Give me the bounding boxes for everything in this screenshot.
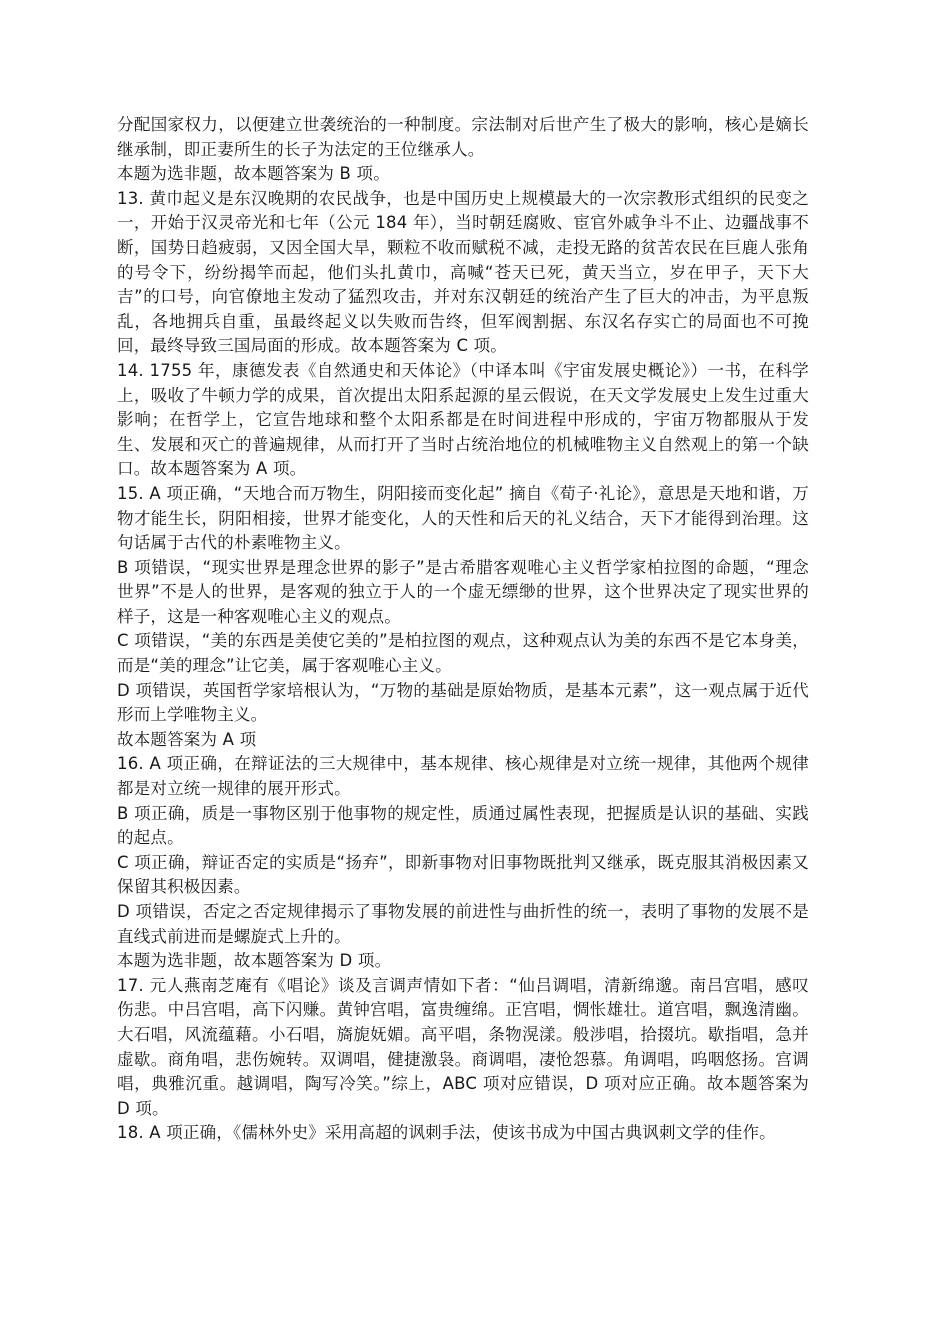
paragraph-question-14: 14. 1755 年，康德发表《自然通史和天体论》（中译本叫《宇宙发展史概论》）一书，在科学上，吸收了牛顿力学的成果，首次提出太阳系起源的星云假说，在天文学发展史上发生过重大影响；在哲学上，它宣告地球和整个太阳系都是在时间进程中形成的，宇宙万物都服从于发生、发展和灭亡的普遍规律，从而打开了当时占统治地位的机械唯物主义自然观上的第一个缺口。故本题答案为 A 项。 [117,360,809,479]
paragraph-zongfa-continuation: 分配国家权力，以便建立世袭统治的一种制度。宗法制对后世产生了极大的影响，核心是嫡长继承制，即正妻所生的长子为法定的王位继承人。 [117,115,809,159]
paragraph-question-13: 13. 黄巾起义是东汉晚期的农民战争，也是中国历史上规模最大的一次宗教形式组织的民变之一，开始于汉灵帝光和七年（公元 184 年），当时朝廷腐败、宦官外戚争斗不止、边疆战事不断，国势日趋疲弱，又因全国大旱，颗粒不收而赋税不减，走投无路的贫苦农民在巨鹿人张角的号令下，纷纷揭竿而起，他们头扎黄巾，高喊“苍天已死，黄天当立，岁在甲子，天下大吉”的口号，向官僚地主发动了猛烈攻击，并对东汉朝廷的统治产生了巨大的冲击，为平息叛乱，各地拥兵自重，虽最终起义以失败而告终，但军阀割据、东汉名存实亡的局面也不可挽回，最终导致三国局面的形成。故本题答案为 C 项。 [117,188,809,356]
paragraph-question-15-a: 15. A 项正确，“天地合而万物生，阴阳接而变化起” 摘自《荀子·礼论》，意思是天地和谐，万物才能生长，阴阳相接，世界才能变化，人的天性和后天的礼义结合，天下才能得到治理。这句话属于古代的朴素唯物主义。 [117,483,809,553]
paragraph-question-15-d: D 项错误，英国哲学家培根认为，“万物的基础是原始物质，是基本元素”，这一观点属于近代形而上学唯物主义。 [117,680,809,725]
paragraph-question-16-a: 16. A 项正确，在辩证法的三大规律中，基本规律、核心规律是对立统一规律，其他两个规律都是对立统一规律的展开形式。 [117,754,809,799]
paragraph-question-17: 17. 元人燕南芝庵有《唱论》谈及言调声情如下者：“仙吕调唱，清新绵邈。南吕宫唱，感叹伤悲。中吕宫唱，高下闪赚。黄钟宫唱，富贵缠绵。正宫唱，惆怅雄壮。道宫唱，飘逸清幽。大石唱，风流蕴藉。小石唱，旖旎妩媚。高平唱，条物滉漾。般涉唱，拾掇坑。歇指唱，急并虚歇。商角唱，悲伤婉转。双调唱，健捷激袅。商调唱，凄怆怨慕。角调唱，呜咽悠扬。宫调唱，典雅沉重。越调唱，陶写冷笑。”综上，ABC 项对应错误，D 项对应正确。故本题答案为 D 项。 [117,975,809,1118]
document-page [117,113,809,1146]
paragraph-question-15-b: B 项错误，“现实世界是理念世界的影子”是古希腊客观唯心主义哲学家柏拉图的命题，“理念世界”不是人的世界，是客观的独立于人的一个虚无缥缈的世界，这个世界决定了现实世界的样子，这是一种客观唯心主义的观点。 [117,557,809,626]
paragraph-answer-15: 故本题答案为 A 项 [117,729,257,749]
paragraph-question-16-b: B 项正确，质是一事物区别于他事物的规定性，质通过属性表现，把握质是认识的基础、实践的起点。 [117,803,809,848]
paragraph-question-16-c: C 项正确，辩证否定的实质是“扬弃”，即新事物对旧事物既批判又继承，既克服其消极因素又保留其积极因素。 [117,852,809,897]
paragraph-question-15-c: C 项错误，“美的东西是美使它美的”是柏拉图的观点，这种观点认为美的东西不是它本身美，而是“美的理念”让它美，属于客观唯心主义。 [117,631,809,676]
paragraph-question-18-a: 18. A 项正确，《儒林外史》采用高超的讽刺手法，使该书成为中国古典讽刺文学的佳作。 [117,1123,776,1143]
paragraph-answer-12: 本题为选非题，故本题答案为 B 项。 [117,164,390,184]
paragraph-question-16-d: D 项错误，否定之否定规律揭示了事物发展的前进性与曲折性的统一，表明了事物的发展不是直线式前进而是螺旋式上升的。 [117,902,809,946]
paragraph-answer-16: 本题为选非题，故本题答案为 D 项。 [117,951,392,971]
